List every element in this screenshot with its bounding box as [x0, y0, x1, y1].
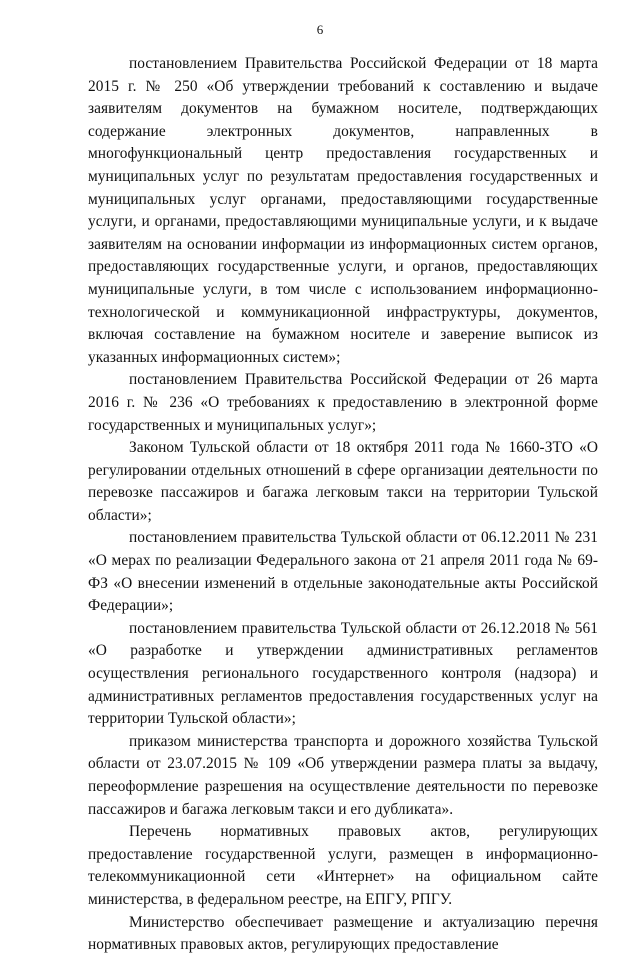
paragraph-order-109: приказом министерства транспорта и дорожного хозяйства Тульской области от 23.07.2015 № 109 «Об утверждении размера платы за выдачу, переоформление разрешения на осуществление деятельности по перевозке пассажиров и багажа легковым такси и его дубликата». — [88, 732, 598, 818]
paragraph-resolution-561: постановлением правительства Тульской области от 26.12.2018 № 561 «О разработке и утверждении административных регламентов осуществления регионального государственного контроля (надзора) и административных регламентов предоставления государственных услуг на территории Тульской области»; — [88, 619, 598, 728]
document-body — [88, 53, 598, 957]
paragraph-decree-236: постановлением Правительства Российской Федерации от 26 марта 2016 г. № 236 «О требованиях к предоставлению в электронной форме государственных и муниципальных услуг»; — [88, 371, 598, 434]
paragraph-law-1660-zto: Законом Тульской области от 18 октября 2011 года № 1660-ЗТО «О регулировании отдельных отношений в сфере организации деятельности по перевозке пассажиров и багажа легковым такси на территории Тульской области»; — [88, 439, 598, 524]
paragraph-ministry-ensures: Министерство обеспечивает размещение и актуализацию перечня нормативных правовых актов, регулирующих предоставление — [88, 913, 598, 954]
paragraph-decree-250: постановлением Правительства Российской Федерации от 18 марта 2015 г. № 250 «Об утверждении требований к составлению и выдаче заявителям документов на бумажном носителе, подтверждающих содержание электронных документов, направленных в многофункциональный центр предоставления государственных и муниципальных услуг по результатам предоставления государственных и муниципальных услуг органами, предоставляющими государственные услуги, и органами, предоставляющими муниципальные услуги, и к выдаче заявителям на основании информации из информационных систем органов, предоставляющих государственные услуги, и органов, предоставляющих муниципальные услуги, в том числе с использованием информационно-технологической и коммуникационной инфраструктуры, документов, включая составление на бумажном носителе и заверение выписок из указанных информационных систем»; — [88, 55, 598, 366]
page-number: 6 — [316, 22, 324, 37]
paragraph-resolution-231: постановлением правительства Тульской области от 06.12.2011 № 231 «О мерах по реализации Федерального закона от 21 апреля 2011 года № 69-ФЗ «О внесении изменений в отдельные законодательные акты Российской Федерации»; — [88, 529, 598, 615]
paragraph-acts-list-published: Перечень нормативных правовых актов, регулирующих предоставление государственной услуги, размещен в информационно-телекоммуникационной сети «Интернет» на официальном сайте министерства, в федеральном реестре, на ЕПГУ, РПГУ. — [88, 823, 598, 908]
